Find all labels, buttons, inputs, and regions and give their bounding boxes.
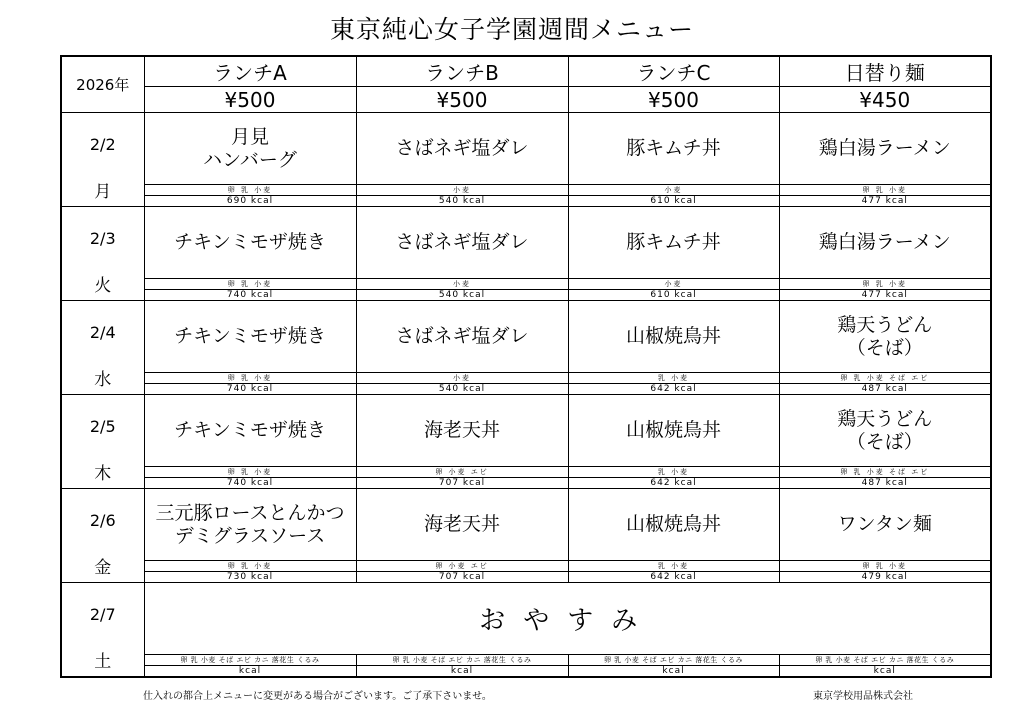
allergen-legend: 卵 乳 小麦 そば エビ カニ 落花生 くるみ (568, 655, 779, 666)
allergen-info: 小麦 (356, 185, 568, 196)
dish-name: 鶏天うどん （そば） (779, 301, 991, 373)
kcal-info: 740 kcal (144, 384, 356, 395)
kcal-info: 730 kcal (144, 572, 356, 583)
dish-name: さばネギ塩ダレ (356, 113, 568, 185)
kcal-info: kcal (568, 666, 779, 678)
header-name-row (61, 56, 991, 87)
kcal-row (61, 384, 991, 395)
holiday-row (61, 583, 991, 655)
allergen-row (61, 655, 991, 666)
kcal-info: 707 kcal (356, 478, 568, 489)
allergen-info: 卵 乳 小麦 そば エビ (779, 467, 991, 478)
date-label: 2/5 (89, 417, 116, 436)
kcal-info: 540 kcal (356, 384, 568, 395)
kcal-info: 707 kcal (356, 572, 568, 583)
kcal-info: 642 kcal (568, 572, 779, 583)
dish-name: 山椒焼鳥丼 (568, 489, 779, 561)
dish-name: 山椒焼鳥丼 (568, 395, 779, 467)
kcal-info: 540 kcal (356, 196, 568, 207)
weekday-label: 木 (94, 464, 112, 484)
dish-name: 山椒焼鳥丼 (568, 301, 779, 373)
day-row (61, 207, 991, 279)
year-cell: 2026年 (61, 56, 144, 113)
dish-name: チキンミモザ焼き (144, 301, 356, 373)
kcal-info: 740 kcal (144, 478, 356, 489)
column-header-lunch-c: ランチC (568, 56, 779, 87)
date-label: 2/7 (89, 605, 116, 624)
allergen-info: 乳 小麦 (568, 467, 779, 478)
date-label: 2/2 (89, 135, 116, 154)
footer-note: 仕入れの都合上メニューに変更がある場合がございます。ご了承下さいませ。 (143, 691, 492, 702)
kcal-info: kcal (779, 666, 991, 678)
column-header-lunch-a: ランチA (144, 56, 356, 87)
dish-name: さばネギ塩ダレ (356, 301, 568, 373)
holiday-label: おやすみ (144, 583, 991, 655)
kcal-info: 477 kcal (779, 196, 991, 207)
allergen-info: 卵 乳 小麦 そば エビ (779, 373, 991, 384)
weekday-label: 月 (94, 182, 112, 202)
day-row (61, 301, 991, 373)
dish-name: チキンミモザ焼き (144, 207, 356, 279)
day-cell (61, 395, 144, 489)
kcal-info: 690 kcal (144, 196, 356, 207)
kcal-info: 642 kcal (568, 384, 779, 395)
kcal-info: 610 kcal (568, 290, 779, 301)
footer-company: 東京学校用品株式会社 (813, 691, 913, 702)
kcal-info: 487 kcal (779, 384, 991, 395)
allergen-info: 卵 乳 小麦 (144, 467, 356, 478)
price-lunch-c: ¥500 (568, 87, 779, 113)
weekday-label: 土 (94, 652, 112, 672)
weekday-label: 金 (94, 558, 112, 578)
dish-name: 鶏白湯ラーメン (779, 113, 991, 185)
kcal-info: 740 kcal (144, 290, 356, 301)
allergen-info: 卵 乳 小麦 (144, 279, 356, 290)
dish-name: 海老天丼 (356, 489, 568, 561)
allergen-row (61, 561, 991, 572)
kcal-row (61, 572, 991, 583)
date-label: 2/3 (89, 229, 116, 248)
dish-name: さばネギ塩ダレ (356, 207, 568, 279)
dish-name: 三元豚ロースとんかつ デミグラスソース (144, 489, 356, 561)
allergen-legend: 卵 乳 小麦 そば エビ カニ 落花生 くるみ (144, 655, 356, 666)
day-cell (61, 301, 144, 395)
allergen-info: 卵 乳 小麦 (144, 373, 356, 384)
price-lunch-b: ¥500 (356, 87, 568, 113)
day-cell (61, 113, 144, 207)
allergen-info: 小麦 (568, 185, 779, 196)
allergen-row (61, 279, 991, 290)
allergen-info: 小麦 (356, 373, 568, 384)
allergen-row (61, 373, 991, 384)
day-row (61, 395, 991, 467)
kcal-info: 540 kcal (356, 290, 568, 301)
dish-name: 鶏天うどん （そば） (779, 395, 991, 467)
weekday-label: 水 (94, 370, 112, 390)
allergen-info: 卵 乳 小麦 (779, 561, 991, 572)
kcal-info: 642 kcal (568, 478, 779, 489)
kcal-info: 487 kcal (779, 478, 991, 489)
allergen-info: 卵 乳 小麦 (779, 185, 991, 196)
price-lunch-a: ¥500 (144, 87, 356, 113)
day-cell (61, 583, 144, 678)
allergen-info: 卵 乳 小麦 (144, 561, 356, 572)
day-cell (61, 207, 144, 301)
allergen-info: 卵 小麦 エビ (356, 467, 568, 478)
dish-name: 豚キムチ丼 (568, 207, 779, 279)
kcal-row (61, 290, 991, 301)
allergen-info: 小麦 (568, 279, 779, 290)
kcal-info: kcal (356, 666, 568, 678)
kcal-row (61, 666, 991, 678)
allergen-row (61, 467, 991, 478)
kcal-row (61, 196, 991, 207)
column-header-daily-noodle: 日替り麺 (779, 56, 991, 87)
page-title: 東京純心女子学園週間メニュー (329, 15, 694, 44)
kcal-info: kcal (144, 666, 356, 678)
day-row (61, 113, 991, 185)
weekday-label: 火 (94, 276, 112, 296)
kcal-info: 477 kcal (779, 290, 991, 301)
day-row (61, 489, 991, 561)
menu-table (60, 55, 992, 678)
allergen-info: 乳 小麦 (568, 561, 779, 572)
date-label: 2/6 (89, 511, 116, 530)
price-daily-noodle: ¥450 (779, 87, 991, 113)
date-label: 2/4 (89, 323, 116, 342)
dish-name: 豚キムチ丼 (568, 113, 779, 185)
allergen-info: 卵 乳 小麦 (144, 185, 356, 196)
allergen-info: 小麦 (356, 279, 568, 290)
allergen-info: 乳 小麦 (568, 373, 779, 384)
kcal-row (61, 478, 991, 489)
dish-name: 海老天丼 (356, 395, 568, 467)
allergen-info: 卵 乳 小麦 (779, 279, 991, 290)
header-price-row (61, 87, 991, 113)
day-cell (61, 489, 144, 583)
kcal-info: 479 kcal (779, 572, 991, 583)
dish-name: チキンミモザ焼き (144, 395, 356, 467)
allergen-info: 卵 小麦 エビ (356, 561, 568, 572)
dish-name: 鶏白湯ラーメン (779, 207, 991, 279)
column-header-lunch-b: ランチB (356, 56, 568, 87)
dish-name: ワンタン麺 (779, 489, 991, 561)
dish-name: 月見 ハンバーグ (144, 113, 356, 185)
kcal-info: 610 kcal (568, 196, 779, 207)
allergen-row (61, 185, 991, 196)
allergen-legend: 卵 乳 小麦 そば エビ カニ 落花生 くるみ (779, 655, 991, 666)
allergen-legend: 卵 乳 小麦 そば エビ カニ 落花生 くるみ (356, 655, 568, 666)
